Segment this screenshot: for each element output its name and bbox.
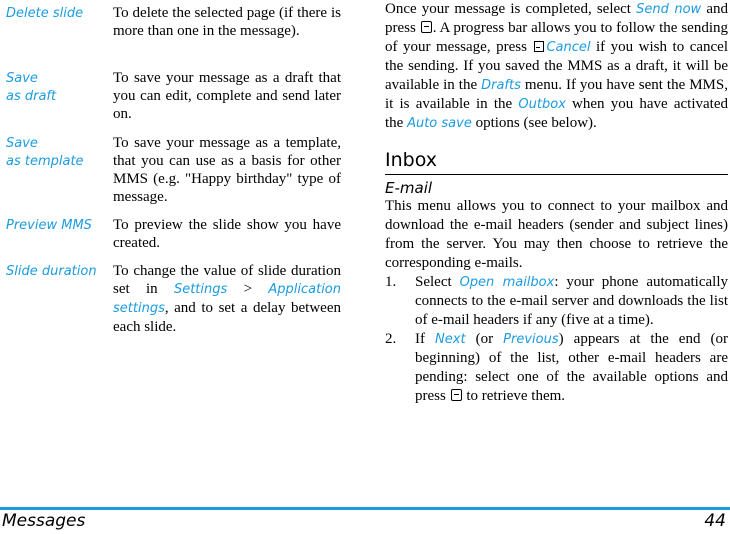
footer-section-title: Messages	[2, 511, 86, 531]
page-number: 44	[704, 511, 726, 531]
footer-divider	[0, 507, 730, 510]
option-description: To delete the selected page (if there is more than one in the message).	[113, 5, 341, 39]
cancel-term: Cancel	[546, 40, 591, 55]
option-term: Save as draft	[6, 71, 57, 104]
settings-link: Settings	[173, 282, 228, 297]
section-heading-inbox: Inbox	[385, 148, 728, 175]
previous-term: Previous	[503, 332, 559, 347]
option-term: Delete slide	[6, 6, 84, 21]
option-description: To save your message as a template, that you can use as a basis for other MMS (e.g. "Happy birthday" type of message.	[113, 135, 341, 205]
option-term: Save as template	[6, 136, 84, 169]
option-save-as-draft	[6, 69, 341, 134]
option-delete-slide	[6, 4, 341, 69]
send-now-term: Send now	[636, 2, 702, 17]
option-save-as-template	[6, 134, 341, 216]
application-settings-link: Application settings	[113, 282, 341, 316]
subheading-email: E-mail	[385, 179, 433, 197]
ok-key-icon	[421, 21, 432, 33]
left-column	[6, 4, 341, 336]
ok-key-icon	[451, 389, 462, 401]
option-term: Slide duration	[6, 264, 97, 279]
outbox-term: Outbox	[518, 97, 566, 112]
option-term: Preview MMS	[6, 218, 92, 233]
next-term: Next	[435, 332, 466, 347]
right-column	[385, 0, 728, 406]
email-paragraph: This menu allows you to connect to your mailbox and download the e-mail headers (sender and subject lines) from the server. You may then choose to retrieve the corresponding e-mails.	[385, 198, 728, 271]
list-item: 1. Select Open mailbox: your phone automatically connects to the e-mail server and downloads the list of e-mail headers if any (five at a time).	[385, 274, 728, 328]
option-preview-mms	[6, 216, 341, 262]
drafts-term: Drafts	[481, 78, 521, 93]
list-item: 2. If Next (or Previous) appears at the end (or beginning) of the list, other e-mail headers are pending: select one of the available options and press to retrieve them.	[385, 331, 728, 404]
option-description: To save your message as a draft that you can edit, complete and send later on.	[113, 70, 341, 122]
option-description: To preview the slide show you have created.	[113, 217, 341, 251]
email-steps-list	[385, 273, 728, 406]
option-description: To change the value of slide duration set in Settings > Application settings, and to set a delay between each slide.	[113, 263, 341, 335]
open-mailbox-term: Open mailbox	[459, 275, 555, 290]
send-intro-paragraph: Once your message is completed, select Send now and press . A progress bar allows you to follow the sending of your message, press Cancel if you wish to cancel the sending. If you saved the MMS as a draft, it will be available in the Drafts menu. If you have sent the MMS, it is available in the Outbox when you have activated the Auto save options (see below).	[385, 1, 729, 131]
soft-key-icon	[534, 41, 544, 52]
option-slide-duration	[6, 262, 341, 336]
auto-save-term: Auto save	[407, 116, 472, 131]
